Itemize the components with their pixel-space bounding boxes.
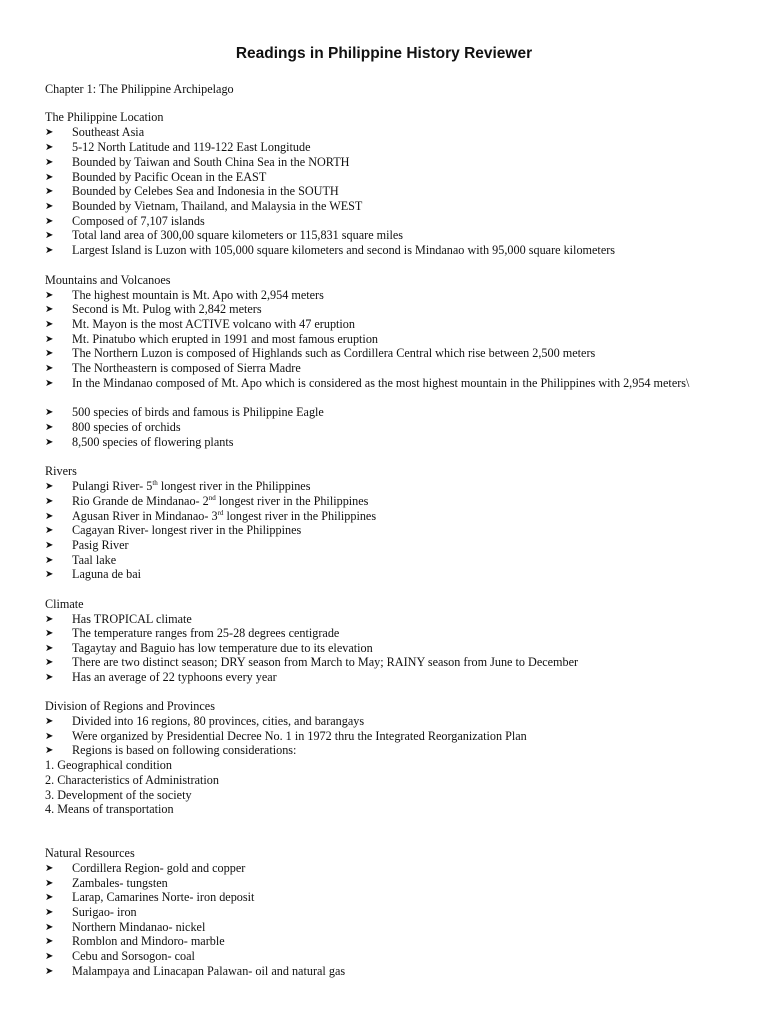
- bullet-arrow-icon: ➤: [45, 511, 54, 522]
- numbered-item: 2. Characteristics of Administration: [45, 773, 219, 787]
- section-heading-regions: Division of Regions and Provinces: [45, 699, 215, 713]
- bullet-arrow-icon: ➤: [45, 496, 54, 507]
- bullet-arrow-icon: ➤: [45, 186, 54, 197]
- section-heading-rivers: Rivers: [45, 464, 77, 478]
- section-heading-climate: Climate: [45, 597, 84, 611]
- bullet-arrow-icon: ➤: [45, 304, 54, 315]
- bullet-arrow-icon: ➤: [45, 745, 54, 756]
- bullet-arrow-icon: ➤: [45, 127, 54, 138]
- bullet-arrow-icon: ➤: [45, 216, 54, 227]
- bullet-arrow-icon: ➤: [45, 936, 54, 947]
- bullet-arrow-icon: ➤: [45, 481, 54, 492]
- bullet-arrow-icon: ➤: [45, 422, 54, 433]
- chapter-heading: Chapter 1: The Philippine Archipelago: [45, 82, 234, 96]
- bullet-arrow-icon: ➤: [45, 951, 54, 962]
- bullet-arrow-icon: ➤: [45, 319, 54, 330]
- bullet-arrow-icon: ➤: [45, 363, 54, 374]
- bullet-arrow-icon: ➤: [45, 657, 54, 668]
- numbered-item: 3. Development of the society: [45, 788, 192, 802]
- bullet-arrow-icon: ➤: [45, 731, 54, 742]
- bullet-arrow-icon: ➤: [45, 643, 54, 654]
- bullet-arrow-icon: ➤: [45, 437, 54, 448]
- bullet-arrow-icon: ➤: [45, 672, 54, 683]
- numbered-item: 4. Means of transportation: [45, 802, 174, 816]
- bullet-arrow-icon: ➤: [45, 614, 54, 625]
- bullet-arrow-icon: ➤: [45, 245, 54, 256]
- bullet-arrow-icon: ➤: [45, 157, 54, 168]
- bullet-arrow-icon: ➤: [45, 540, 54, 551]
- bullet-arrow-icon: ➤: [45, 525, 54, 536]
- bullet-arrow-icon: ➤: [45, 569, 54, 580]
- section-heading-resources: Natural Resources: [45, 846, 135, 860]
- bullet-arrow-icon: ➤: [45, 555, 54, 566]
- bullet-arrow-icon: ➤: [45, 907, 54, 918]
- bullet-arrow-icon: ➤: [45, 878, 54, 889]
- bullet-arrow-icon: ➤: [45, 407, 54, 418]
- bullet-arrow-icon: ➤: [45, 348, 54, 359]
- section-heading-mountains: Mountains and Volcanoes: [45, 273, 171, 287]
- bullet-arrow-icon: ➤: [45, 201, 54, 212]
- document-title: Readings in Philippine History Reviewer: [235, 45, 533, 62]
- document-page: Readings in Philippine History Reviewer Chapter 1: The Philippine Archipelago The Philippine Location ➤ Southeast Asia ➤ 5-12 North Latitude and 119-122 East Longitude ➤ Bounded by Taiwan and South China Sea in the NORTH ➤ Bounded by Pacific Ocean in the EAST ➤ Bounded by Celebes Sea and Indonesia in the SOUTH ➤ Bounded by Vietnam, Thailand, and Malaysia in the WEST ➤ Composed of 7,107 islands ➤ Total land area of 300,00 square kilometers or 115,831 square miles ➤ Largest Island is Luzon with 105,000 square kilometers and second is Mindanao with 95,000 square kilometers Mountains and Volcanoes ➤ The highest mountain is Mt. Apo with 2,954 meters ➤ Second is Mt. Pulog with 2,842 meters ➤ Mt. Mayon is the most ACTIVE volcano with 47 eruption ➤ Mt. Pinatubo which erupted in 1991 and most famous eruption ➤ The Northern Luzon is composed of Highlands such as Cordillera Central which rise between 2,500 meters ➤ The Northeastern is composed of Sierra Madre ➤ In the Mindanao composed of Mt. Apo which is considered as the most highest mountain in the Philippines with 2,954 meters\ ➤ 500 species of birds and famous is Philippine Eagle ➤ 800 species of orchids ➤ 8,500 species of flowering plants Rivers ➤ Pulangi River- 5th longest river in the Philippines ➤ Rio Grande de Mindanao- 2nd longest river in the Philippines ➤ Agusan River in Mindanao- 3rd longest river in the Philippines ➤ Cagayan River- longest river in the Philippines ➤ Pasig River ➤ Taal lake ➤ Laguna de bai Climate ➤ Has TROPICAL climate ➤ The temperature ranges from 25-28 degrees centigrade ➤ Tagaytay and Baguio has low temperature due to its elevation ➤ There are two distinct season; DRY season from March to May; RAINY season from June to December ➤ Has an average of 22 typhoons every year Division of Regions and Provinces ➤ Divided into 16 regions, 80 provinces, cities, and barangays ➤ Were organized by Presidential Decree No. 1 in 1972 thru the Integrated Reorganization Plan ➤ Regions is based on following considerations: 1. Geographical condition 2. Characteristics of Administration 3. Development of the society 4. Means of transportation Natural Resources ➤ Cordillera Region- gold and copper ➤ Zambales- tungsten ➤ Larap, Camarines Norte- iron deposit ➤ Surigao- iron ➤ Northern Mindanao- nickel ➤ Romblon and Mindoro- marble ➤ Cebu and Sorsogon- coal ➤ Malampaya and Linacapan Palawan- oil and natural gas: [0, 0, 768, 1024]
- bullet-arrow-icon: ➤: [45, 334, 54, 345]
- bullet-arrow-icon: ➤: [45, 966, 54, 977]
- section-heading-location: The Philippine Location: [45, 110, 164, 124]
- bullet-arrow-icon: ➤: [45, 863, 54, 874]
- bullet-arrow-icon: ➤: [45, 142, 54, 153]
- bullet-arrow-icon: ➤: [45, 230, 54, 241]
- bullet-arrow-icon: ➤: [45, 922, 54, 933]
- bullet-arrow-icon: ➤: [45, 290, 54, 301]
- bullet-arrow-icon: ➤: [45, 628, 54, 639]
- bullet-arrow-icon: ➤: [45, 892, 54, 903]
- bullet-arrow-icon: ➤: [45, 172, 54, 183]
- bullet-arrow-icon: ➤: [45, 716, 54, 727]
- numbered-item: 1. Geographical condition: [45, 758, 172, 772]
- bullet-arrow-icon: ➤: [45, 378, 54, 389]
